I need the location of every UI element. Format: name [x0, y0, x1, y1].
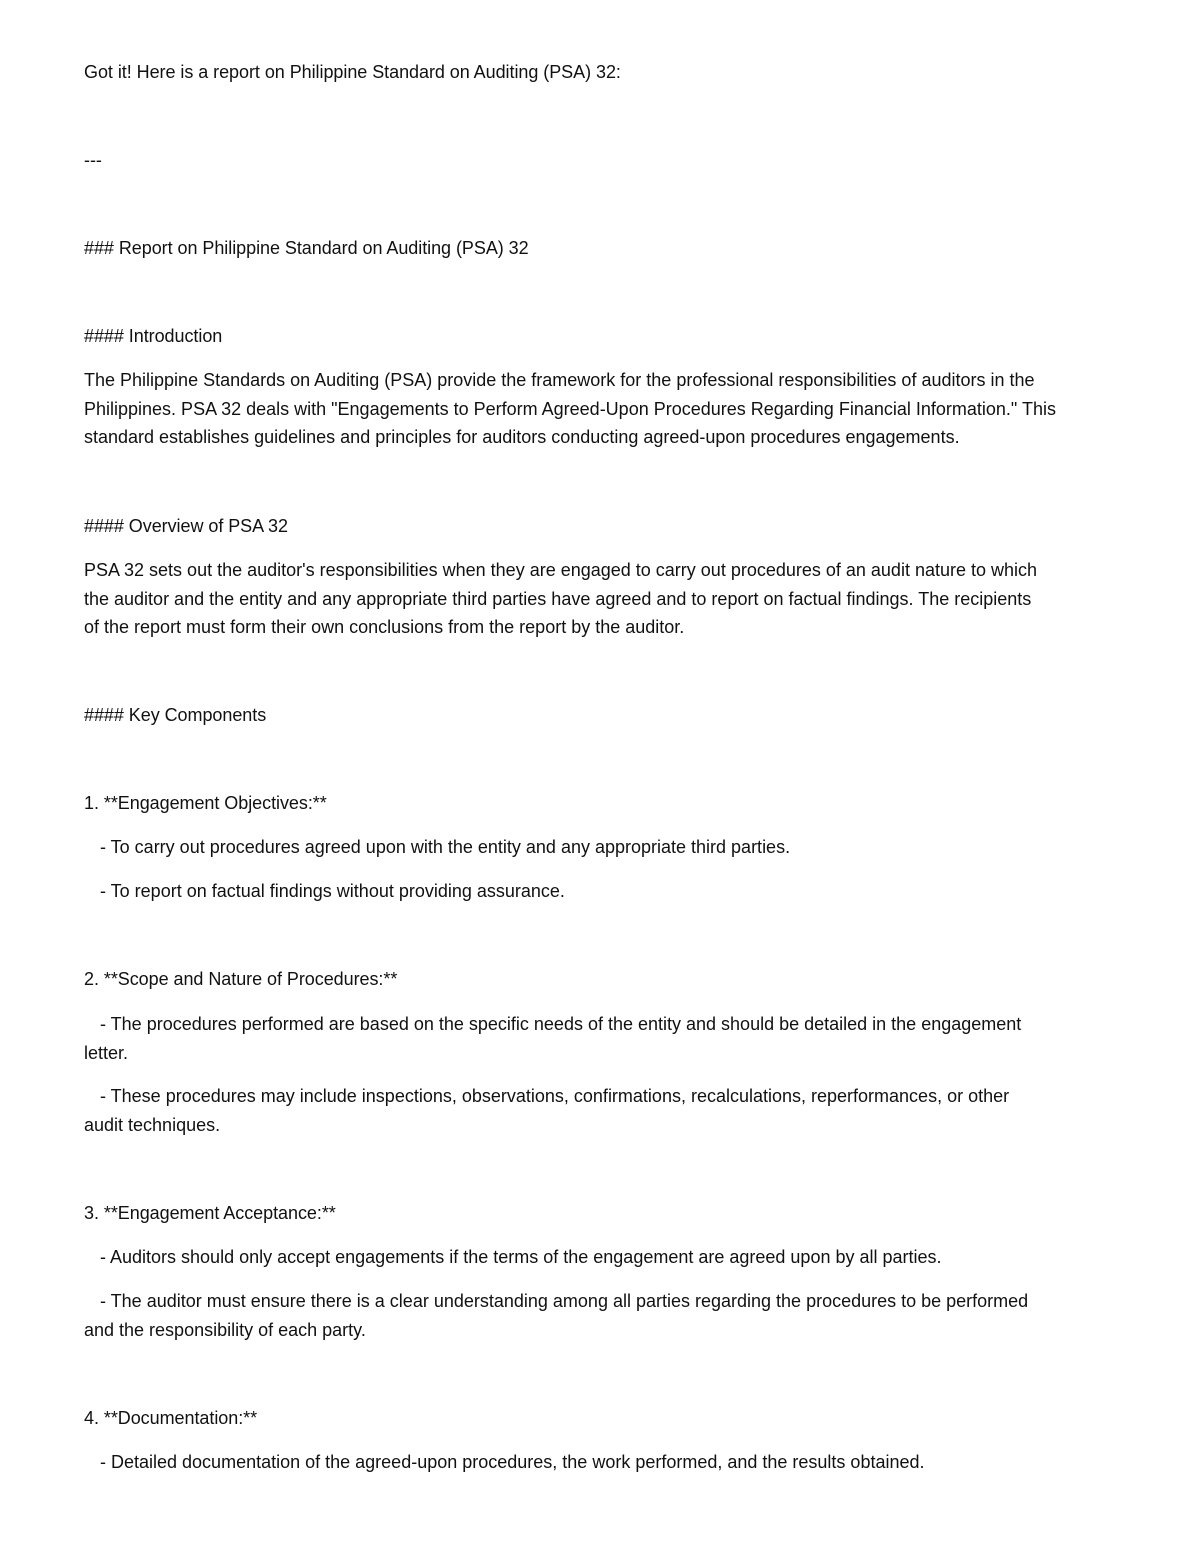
bullet-line-continued: and the responsibility of each party.: [84, 1319, 366, 1340]
list-item: [84, 1287, 1144, 1344]
introduction-heading: #### Introduction: [84, 326, 223, 346]
list-item: [84, 1448, 1144, 1477]
introduction-paragraph: [84, 366, 1144, 452]
bullet-line: - The procedures performed are based on the specific needs of the entity and should be detailed in the engagement: [100, 1014, 1022, 1034]
list-item: [84, 1010, 1144, 1067]
paragraph-line: The Philippine Standards on Auditing (PSA) provide the framework for the professional responsibilities of auditors in the: [84, 370, 1035, 390]
component-title-scope-and-nature: 2. **Scope and Nature of Procedures:**: [84, 969, 398, 989]
key-components-heading: #### Key Components: [84, 705, 267, 725]
bullet-line: - Auditors should only accept engagements if the terms of the engagement are agreed upon by all parties.: [100, 1247, 942, 1267]
list-item: [84, 1243, 1144, 1272]
overview-paragraph: [84, 556, 1144, 642]
separator-line: ---: [84, 150, 102, 170]
paragraph-line: standard establishes guidelines and principles for auditors conducting agreed-upon procedures engagements.: [84, 427, 960, 447]
bullet-line: - Detailed documentation of the agreed-upon procedures, the work performed, and the results obtained.: [100, 1452, 925, 1472]
list-item: [84, 877, 1144, 906]
component-title-engagement-objectives: 1. **Engagement Objectives:**: [84, 793, 327, 813]
bullet-line: - To report on factual findings without providing assurance.: [100, 881, 565, 901]
component-title-engagement-acceptance: 3. **Engagement Acceptance:**: [84, 1203, 336, 1223]
paragraph-line: of the report must form their own conclusions from the report by the auditor.: [84, 617, 685, 637]
list-item: [84, 833, 1144, 862]
intro-line: Got it! Here is a report on Philippine Standard on Auditing (PSA) 32:: [84, 62, 621, 82]
bullet-line-continued: audit techniques.: [84, 1114, 221, 1135]
bullet-line-continued: letter.: [84, 1042, 129, 1063]
bullet-line: - These procedures may include inspections, observations, confirmations, recalculations, reperformances, or other: [100, 1086, 1010, 1106]
paragraph-line: Philippines. PSA 32 deals with "Engagements to Perform Agreed-Upon Procedures Regarding Financial Information." This: [84, 398, 1056, 419]
paragraph-line: PSA 32 sets out the auditor's responsibilities when they are engaged to carry out procedures of an audit nature to which: [84, 560, 1038, 580]
list-item: [84, 1082, 1144, 1139]
paragraph-line: the auditor and the entity and any appropriate third parties have agreed and to report on factual findings. The recipients: [84, 588, 1032, 609]
overview-heading: #### Overview of PSA 32: [84, 516, 288, 536]
report-title: ### Report on Philippine Standard on Auditing (PSA) 32: [84, 238, 529, 258]
component-title-documentation: 4. **Documentation:**: [84, 1408, 258, 1428]
bullet-line: - The auditor must ensure there is a clear understanding among all parties regarding the procedures to be performed: [100, 1291, 1029, 1311]
bullet-line: - To carry out procedures agreed upon with the entity and any appropriate third parties.: [100, 837, 791, 857]
